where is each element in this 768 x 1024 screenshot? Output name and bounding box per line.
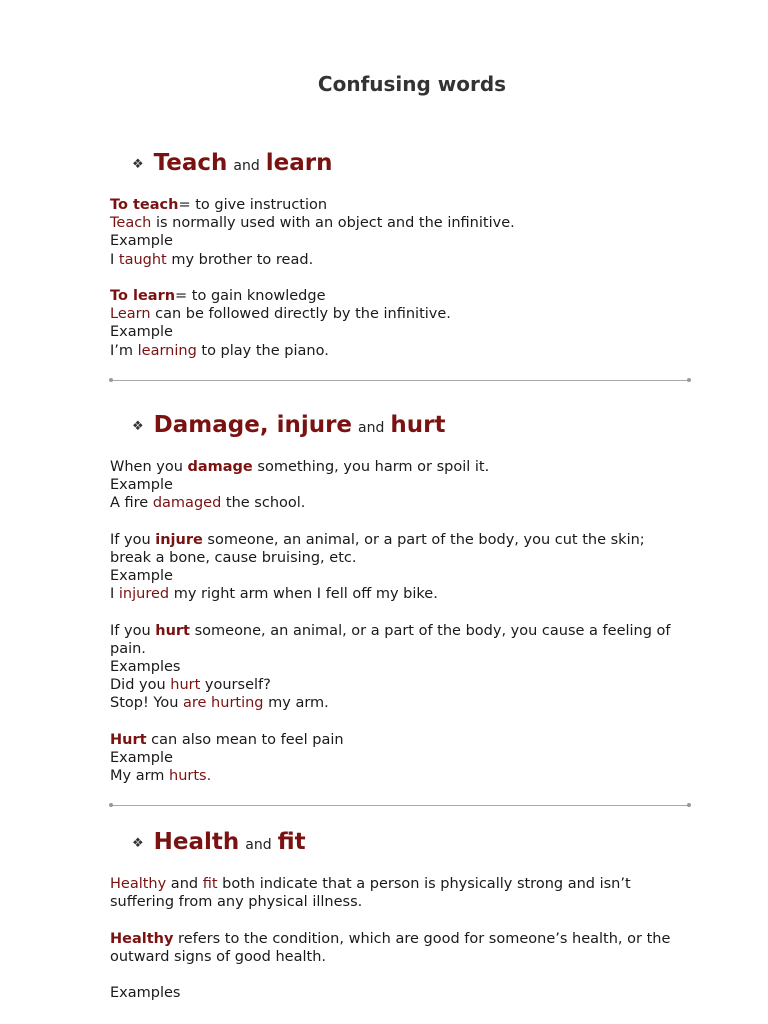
text: someone, an animal, or a part of the body, you cause a feeling of xyxy=(189,622,671,639)
text: my right arm when I fell off my bike. xyxy=(169,586,438,603)
diamond-bullet-icon: ❖ xyxy=(132,836,144,851)
keyword: hurt xyxy=(170,677,201,694)
heading-word-teach: Teach xyxy=(153,150,228,176)
keyword: Healthy xyxy=(110,930,174,947)
section-divider xyxy=(110,380,690,381)
keyword: injure xyxy=(155,531,203,548)
keyword: hurt xyxy=(155,622,190,639)
text: When you xyxy=(110,459,188,475)
heading-word-hurt: hurt xyxy=(390,412,446,438)
paragraph-line xyxy=(110,305,515,323)
text: = to give instruction xyxy=(178,197,328,213)
page-title: Confusing words xyxy=(317,72,507,96)
heading-and: and xyxy=(233,158,260,174)
text: I xyxy=(110,251,119,268)
keyword: Healthy xyxy=(110,876,167,892)
paragraph-line: pain. xyxy=(110,640,146,657)
text: both indicate that a person is physically strong and isn’t xyxy=(217,876,631,892)
example-label: Example xyxy=(110,568,173,585)
text: yourself? xyxy=(200,677,271,694)
heading-health-fit xyxy=(132,829,306,861)
text: someone, an animal, or a part of the body, you cut the skin; xyxy=(202,531,645,548)
heading-and: and xyxy=(245,837,272,853)
paragraph-line: break a bone, cause bruising, etc. xyxy=(110,549,357,566)
example-sentence xyxy=(110,676,671,694)
keyword: Teach xyxy=(110,215,152,232)
text: My arm xyxy=(110,768,170,785)
paragraph-line xyxy=(110,875,670,893)
example-sentence xyxy=(110,342,515,360)
diamond-bullet-icon: ❖ xyxy=(132,419,144,434)
text: can be followed directly by the infinitive. xyxy=(150,306,451,323)
paragraph-line xyxy=(110,531,671,549)
text: I xyxy=(110,586,119,603)
example-sentence xyxy=(110,767,671,785)
example-sentence xyxy=(110,251,515,269)
heading-damage-injure-hurt xyxy=(132,412,445,444)
paragraph-line xyxy=(110,622,671,640)
text: If you xyxy=(110,531,156,548)
keyword: damaged xyxy=(152,495,222,512)
keyword: Learn xyxy=(110,306,151,323)
text: I’m xyxy=(110,342,138,359)
example-label: Example xyxy=(110,477,173,494)
example-label: Example xyxy=(110,750,173,766)
diamond-bullet-icon: ❖ xyxy=(132,157,144,172)
paragraph-line xyxy=(110,930,670,948)
paragraph-line xyxy=(110,214,515,232)
text: can also mean to feel pain xyxy=(146,731,344,748)
text: Did you xyxy=(110,677,171,694)
example-sentence xyxy=(110,494,671,512)
paragraph-line: outward signs of good health. xyxy=(110,948,327,965)
heading-teach-learn xyxy=(132,150,333,182)
paragraph-line xyxy=(110,458,671,476)
paragraph-line xyxy=(110,731,671,749)
paragraph-line xyxy=(110,196,515,214)
text: and xyxy=(166,876,203,892)
keyword: hurts. xyxy=(169,768,212,785)
section-teach-learn-body xyxy=(110,196,515,360)
example-sentence xyxy=(110,694,671,712)
text: = to gain knowledge xyxy=(175,287,326,304)
example-label: Examples xyxy=(110,659,181,676)
example-label: Examples xyxy=(110,985,181,1002)
keyword: Hurt xyxy=(110,731,147,748)
heading-word-damage-injure: Damage, injure xyxy=(153,412,353,438)
keyword: injured xyxy=(118,586,170,603)
text: something, you harm or spoil it. xyxy=(252,459,490,475)
text: A fire xyxy=(110,495,153,512)
example-sentence xyxy=(110,585,671,603)
text: my arm. xyxy=(263,695,329,712)
example-label: Example xyxy=(110,233,173,250)
heading-word-health: Health xyxy=(153,829,240,855)
heading-word-fit: fit xyxy=(277,829,306,855)
keyword: To learn xyxy=(110,287,176,304)
keyword: taught xyxy=(118,251,167,268)
keyword: damage xyxy=(187,459,253,475)
section-health-body xyxy=(110,875,670,1002)
keyword: fit xyxy=(202,876,218,892)
text: Stop! You xyxy=(110,695,183,712)
text: to play the piano. xyxy=(196,342,329,359)
example-label: Example xyxy=(110,324,173,341)
paragraph-line: suffering from any physical illness. xyxy=(110,894,363,911)
text: If you xyxy=(110,622,156,639)
heading-and: and xyxy=(358,420,385,436)
keyword: learning xyxy=(137,342,197,359)
heading-word-learn: learn xyxy=(265,150,333,176)
keyword: are hurting xyxy=(183,695,264,712)
paragraph-line xyxy=(110,287,515,305)
text: my brother to read. xyxy=(166,251,314,268)
text: refers to the condition, which are good for someone’s health, or the xyxy=(173,930,671,947)
section-damage-body xyxy=(110,458,671,785)
keyword: To teach xyxy=(110,197,179,213)
section-divider xyxy=(110,805,690,806)
text: is normally used with an object and the infinitive. xyxy=(151,215,515,232)
text: the school. xyxy=(221,495,306,512)
